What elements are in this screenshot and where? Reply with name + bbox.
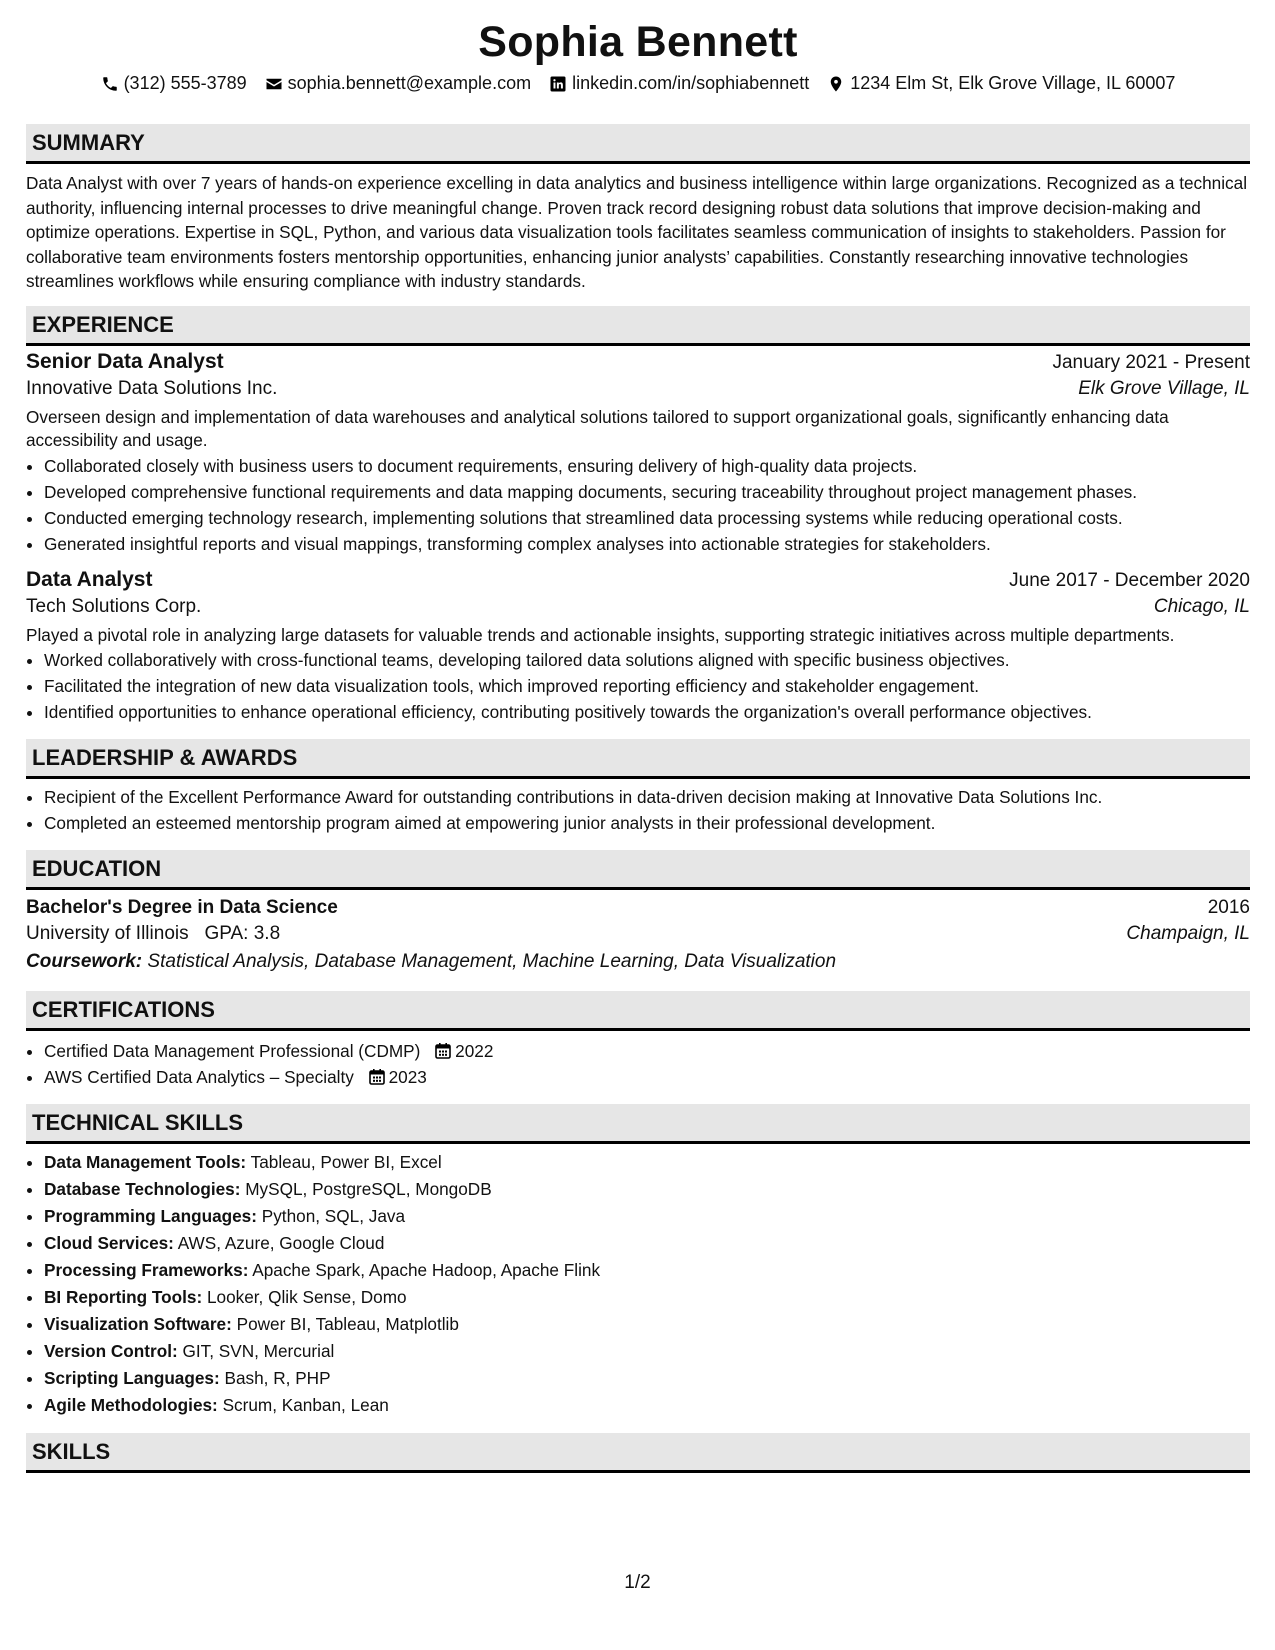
envelope-icon [265, 75, 283, 93]
skill-value: MySQL, PostgreSQL, MongoDB [245, 1179, 492, 1200]
technical-skills-heading: TECHNICAL SKILLS [26, 1104, 1250, 1144]
list-item: • Developed comprehensive functional requirements and data mapping documents, securing traceability throughout project management phases. [44, 479, 1250, 505]
phone-text: (312) 555-3789 [123, 73, 247, 94]
list-item: • Generated insightful reports and visual mappings, transforming complex analyses into actionable strategies for stakeholders. [44, 531, 1250, 557]
coursework-label: Coursework: [26, 951, 143, 973]
skill-value: Looker, Qlik Sense, Domo [206, 1287, 407, 1308]
education-heading: EDUCATION [26, 850, 1250, 890]
list-item: • Worked collaboratively with cross-functional teams, developing tailored data solutions aligned with specific business objectives. [44, 647, 1250, 673]
linkedin-text: linkedin.com/in/sophiabennett [572, 73, 810, 94]
leadership-list [26, 784, 1250, 836]
skill-value: Tableau, Power BI, Excel [250, 1152, 442, 1173]
contact-email[interactable] [265, 73, 531, 94]
calendar-icon [435, 1042, 451, 1059]
job-bullets [26, 647, 1250, 725]
resume-page [26, 0, 1250, 1473]
job-location: Chicago, IL [1153, 595, 1250, 617]
skill-label: Version Control: [44, 1341, 178, 1362]
email-text: sophia.bennett@example.com [287, 73, 532, 94]
skill-label: Agile Methodologies: [44, 1395, 218, 1416]
skill-label: Programming Languages: [44, 1206, 257, 1227]
coursework-line [26, 951, 1250, 973]
gpa: GPA: 3.8 [204, 923, 281, 945]
school-location: Champaign, IL [1126, 923, 1250, 945]
job-entry [26, 568, 1250, 726]
map-marker-icon [827, 75, 845, 93]
summary-heading: SUMMARY [26, 124, 1250, 164]
cert-name: Certified Data Management Professional (CDMP) [44, 1041, 421, 1062]
skill-value: Bash, R, PHP [224, 1368, 331, 1389]
contact-phone[interactable] [101, 73, 247, 94]
degree-title: Bachelor's Degree in Data Science [26, 897, 338, 919]
job-entry [26, 350, 1250, 557]
list-item: • Identified opportunities to enhance operational efficiency, contributing positively towards the organization's overall performance objectives. [44, 699, 1250, 725]
contact-bar [26, 73, 1250, 94]
job-description: Played a pivotal role in analyzing large datasets for valuable trends and actionable insights, supporting strategic initiatives across multiple departments. [26, 624, 1175, 645]
skill-value: Power BI, Tableau, Matplotlib [236, 1314, 459, 1335]
cert-name: AWS Certified Data Analytics – Specialty [44, 1067, 354, 1088]
list-item: • Recipient of the Excellent Performance Award for outstanding contributions in data-driven decision making at Innovative Data Solutions Inc. [44, 784, 1250, 810]
skill-value: Python, SQL, Java [261, 1206, 406, 1227]
list-item [44, 1338, 1250, 1365]
degree-row [26, 897, 1250, 919]
cert-year: 2022 [455, 1041, 494, 1062]
list-item: • Collaborated closely with business users to document requirements, ensuring delivery of high-quality data projects. [44, 453, 1250, 479]
coursework-text: Statistical Analysis, Database Management, Machine Learning, Data Visualization [147, 951, 837, 973]
skill-value: GIT, SVN, Mercurial [182, 1341, 335, 1362]
job-bullets [26, 453, 1250, 557]
job-company: Innovative Data Solutions Inc. [26, 377, 278, 399]
list-item [44, 1038, 1250, 1064]
list-item [44, 1284, 1250, 1311]
list-item [44, 1176, 1250, 1203]
school-row [26, 923, 1250, 945]
job-title-row [26, 350, 1250, 374]
skill-label: Processing Frameworks: [44, 1260, 249, 1281]
job-title: Senior Data Analyst [26, 349, 224, 373]
skill-value: Scrum, Kanban, Lean [222, 1395, 389, 1416]
job-dates: June 2017 - December 2020 [1009, 569, 1250, 591]
job-company-row [26, 378, 1250, 400]
phone-icon [101, 75, 119, 93]
job-location: Elk Grove Village, IL [1078, 377, 1250, 399]
list-item: • Facilitated the integration of new data visualization tools, which improved reporting efficiency and stakeholder engagement. [44, 673, 1250, 699]
job-title: Data Analyst [26, 567, 153, 591]
skill-label: Data Management Tools: [44, 1152, 247, 1173]
list-item [44, 1392, 1250, 1419]
list-item [44, 1311, 1250, 1338]
list-item [44, 1230, 1250, 1257]
graduation-year: 2016 [1207, 897, 1250, 919]
skill-label: Scripting Languages: [44, 1368, 220, 1389]
education-entry [26, 897, 1250, 973]
candidate-name: Sophia Bennett [478, 18, 798, 66]
address-text: 1234 Elm St, Elk Grove Village, IL 60007 [850, 73, 1176, 94]
skill-label: Database Technologies: [44, 1179, 241, 1200]
technical-skills-list [26, 1149, 1250, 1419]
contact-linkedin[interactable] [549, 73, 809, 94]
page-number: 1/2 [624, 1572, 651, 1593]
summary-text: Data Analyst with over 7 years of hands-on experience excelling in data analytics and business intelligence within large organizations. Recognized as a technical authority, influencing internal processes to drive meaningful change. Proven track record designing robust data solutions that improve decision-making and optimize operations. Expertise in SQL, Python, and various data visualization tools facilitates seamless communication of insights to stakeholders. Passion for collaborative team environments fosters mentorship opportunities, enhancing junior analysts’ capabilities. Constantly researching innovative technologies streamlines workflows while ensuring compliance with industry standards. [26, 173, 1248, 292]
list-item [44, 1149, 1250, 1176]
skills-heading: SKILLS [26, 1433, 1250, 1473]
list-item [44, 1203, 1250, 1230]
certifications-list [26, 1038, 1250, 1090]
job-title-row [26, 568, 1250, 592]
cert-year: 2023 [388, 1067, 427, 1088]
experience-heading: EXPERIENCE [26, 306, 1250, 346]
list-item: • Conducted emerging technology research, implementing solutions that streamlined data processing systems while reducing operational costs. [44, 505, 1250, 531]
job-company-row [26, 596, 1250, 618]
job-description: Overseen design and implementation of data warehouses and analytical solutions tailored to support organizational goals, significantly enhancing data accessibility and usage. [26, 406, 1169, 451]
school-info [26, 923, 280, 945]
skill-label: BI Reporting Tools: [44, 1287, 203, 1308]
contact-address [827, 73, 1175, 94]
job-company: Tech Solutions Corp. [26, 595, 202, 617]
list-item [44, 1257, 1250, 1284]
list-item [44, 1064, 1250, 1090]
linkedin-icon [549, 75, 567, 93]
list-item: • Completed an esteemed mentorship program aimed at empowering junior analysts in their professional development. [44, 810, 1250, 836]
skill-label: Cloud Services: [44, 1233, 174, 1254]
calendar-icon [369, 1068, 385, 1085]
skill-label: Visualization Software: [44, 1314, 232, 1335]
certifications-heading: CERTIFICATIONS [26, 991, 1250, 1031]
leadership-heading: LEADERSHIP & AWARDS [26, 739, 1250, 779]
list-item [44, 1365, 1250, 1392]
skill-value: AWS, Azure, Google Cloud [177, 1233, 385, 1254]
skill-value: Apache Spark, Apache Hadoop, Apache Flink [252, 1260, 601, 1281]
school-name: University of Illinois [26, 923, 189, 945]
job-dates: January 2021 - Present [1052, 351, 1250, 373]
